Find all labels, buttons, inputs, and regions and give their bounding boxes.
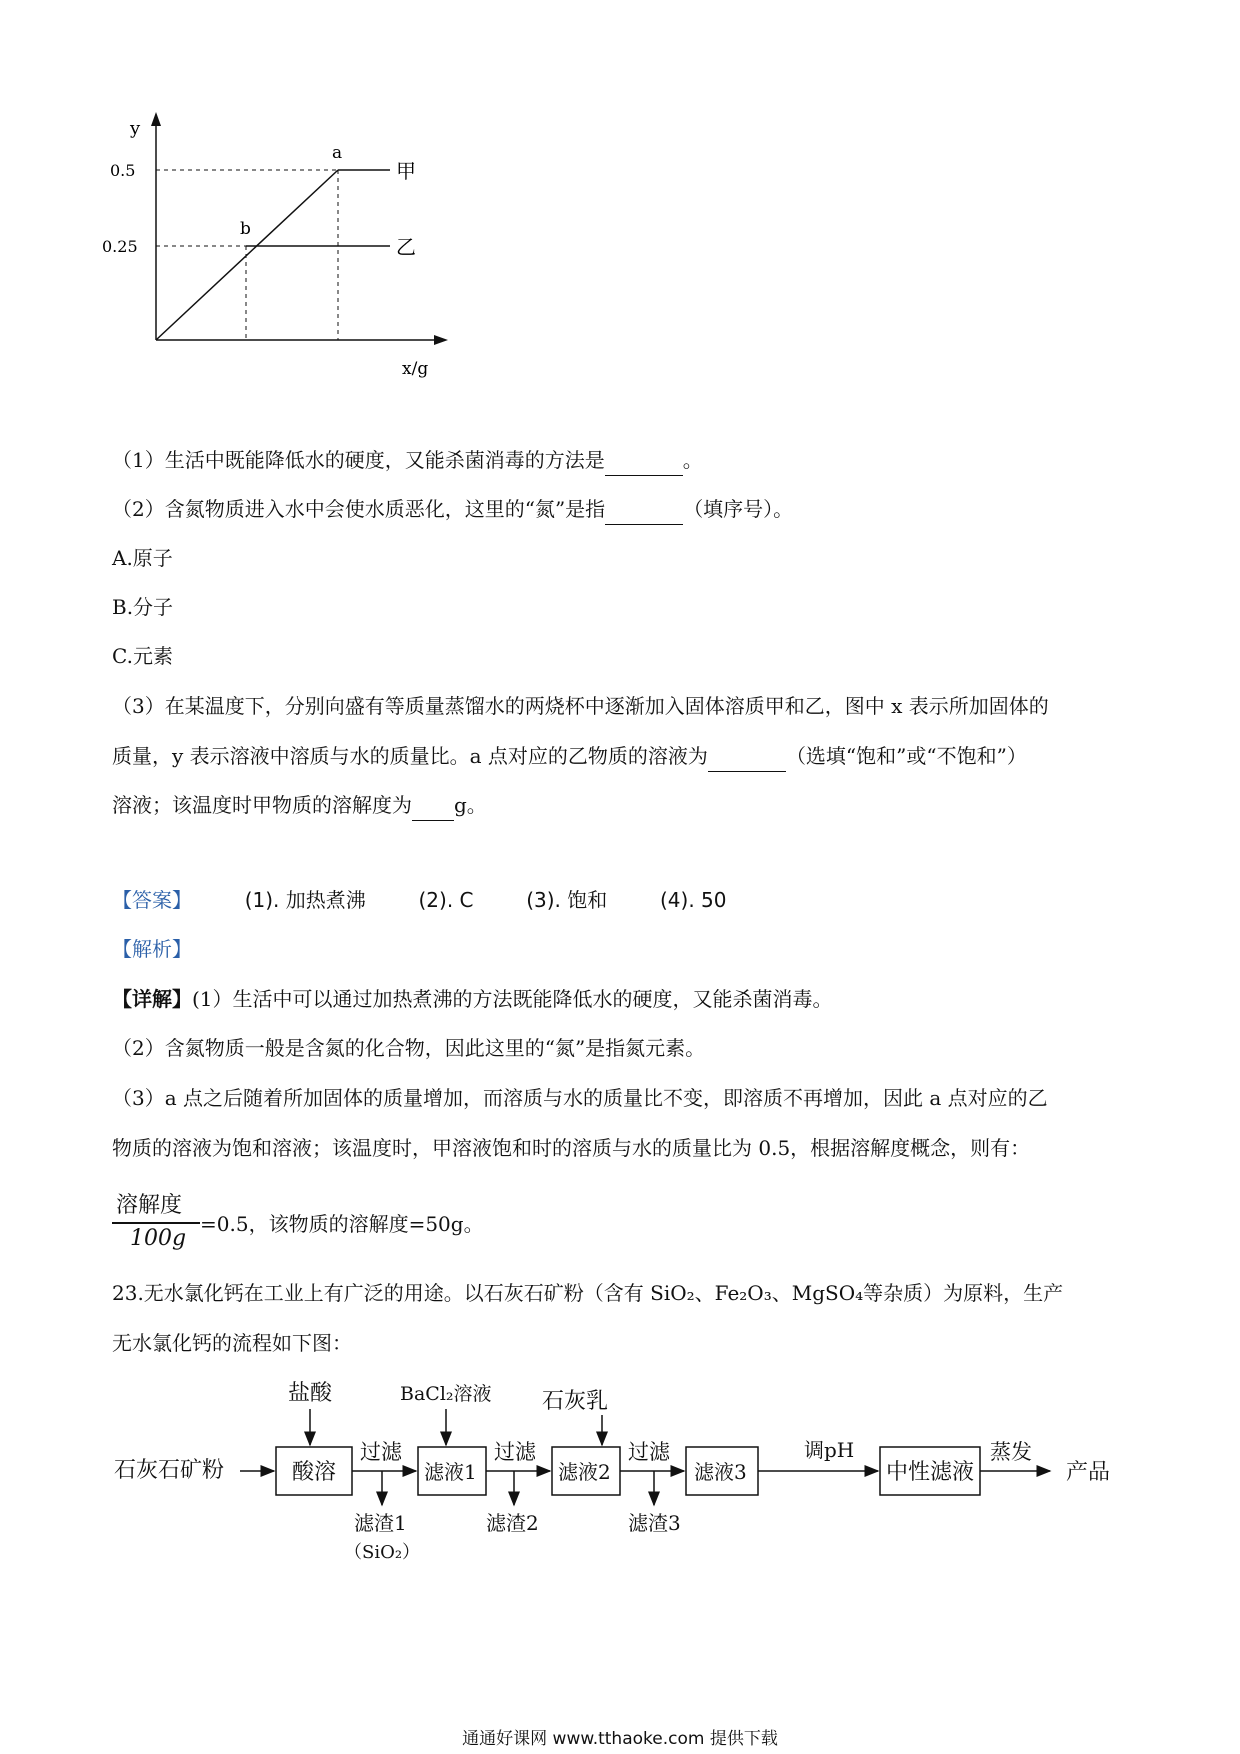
point-b-label: b [240, 219, 251, 239]
tick-label-05: 0.5 [110, 161, 136, 180]
question-3-line-1: （3）在某温度下，分别向盛有等质量蒸馏水的两烧杯中逐渐加入固体溶质甲和乙，图中 x 表示所加固体的 [112, 694, 1049, 718]
question-3-line-2: 质量，y 表示溶液中溶质与水的质量比。a 点对应的乙物质的溶液为 （选填“饱和”或“不饱和”） [112, 741, 1142, 772]
q23-line-1: 23.无水氯化钙在工业上有广泛的用途。以石灰石矿粉（含有 SiO₂、Fe₂O₃、MgSO₄等杂质）为原料，生产 [112, 1281, 1064, 1305]
point-a-label: a [332, 143, 343, 163]
detail-label: 【详解】 [112, 987, 192, 1011]
residue-2: 滤渣2 [486, 1511, 539, 1535]
question-1: （1）生活中既能降低水的硬度，又能杀菌消毒的方法是 。 [112, 445, 1142, 476]
rising-line [156, 170, 338, 340]
question-3-line-3: 溶液；该温度时甲物质的溶解度为 g。 [112, 790, 1142, 821]
option-c: C.元素 [112, 644, 173, 668]
reagent-hydrochloric-acid: 盐酸 [288, 1381, 333, 1406]
x-axis-arrow-icon [434, 335, 448, 345]
box-filtrate-1-label: 滤液1 [424, 1460, 477, 1484]
option-a: A.原子 [112, 546, 173, 570]
x-axis-label: x/g [402, 359, 429, 379]
analysis-line-2: （2）含氮物质一般是含氮的化合物，因此这里的“氮”是指氮元素。 [112, 1036, 706, 1060]
fraction-result: =0.5，该物质的溶解度=50g。 [200, 1212, 484, 1236]
reagent-bacl2: BaCl₂溶液 [400, 1383, 492, 1405]
analysis-line-1: 【详解】(1）生活中可以通过加热煮沸的方法既能降低水的硬度，又能杀菌消毒。 [112, 987, 833, 1011]
answer-blank-3 [708, 741, 786, 772]
step-filter-3: 过滤 [628, 1440, 670, 1464]
option-b: B.分子 [112, 595, 174, 619]
analysis-label: 【解析】 [112, 937, 192, 961]
answer-3: (3). 饱和 [526, 888, 608, 912]
answer-blank-2 [605, 494, 683, 525]
series-yi-label: 乙 [396, 235, 416, 259]
analysis-line-4: 物质的溶液为饱和溶液；该温度时，甲溶液饱和时的溶质与水的质量比为 0.5，根据溶解度概念，则有： [112, 1136, 1031, 1160]
analysis-line-3: （3）a 点之后随着所加固体的质量增加，而溶质与水的质量比不变，即溶质不再增加，因此 a 点对应的乙 [112, 1086, 1048, 1110]
answer-blank-1 [605, 445, 683, 476]
answer-blank-4 [412, 790, 454, 821]
step-filter-1: 过滤 [360, 1440, 402, 1464]
solubility-graph [100, 110, 460, 390]
question-2: （2）含氮物质进入水中会使水质恶化，这里的“氮”是指 （填序号）。 [112, 494, 1142, 525]
box-filtrate-2-label: 滤液2 [558, 1460, 611, 1484]
flow-start: 石灰石矿粉 [114, 1458, 225, 1483]
y-axis-label: y [130, 118, 141, 139]
reagent-lime-milk: 石灰乳 [542, 1389, 609, 1414]
tick-label-025: 0.25 [102, 237, 138, 256]
residue-3: 滤渣3 [628, 1511, 681, 1535]
step-evaporate: 蒸发 [990, 1440, 1032, 1464]
box-acid-dissolve-label: 酸溶 [292, 1460, 337, 1485]
box-neutral-filtrate-label: 中性滤液 [886, 1460, 975, 1485]
y-axis-arrow-icon [151, 112, 161, 126]
answer-row [112, 885, 1142, 915]
answer-4: (4). 50 [659, 888, 727, 912]
residue-1: 滤渣1 [354, 1511, 407, 1535]
residue-1-note: （SiO₂） [344, 1542, 421, 1563]
step-filter-2: 过滤 [494, 1440, 536, 1464]
step-adjust-ph: 调pH [804, 1438, 855, 1462]
page-footer: 通通好课网 www.tthaoke.com 提供下载 [462, 1729, 778, 1749]
answer-label: 【答案】 [112, 888, 192, 912]
answer-1: (1). 加热煮沸 [244, 888, 366, 912]
series-jia-label: 甲 [396, 159, 416, 183]
q23-line-2: 无水氯化钙的流程如下图： [112, 1331, 352, 1355]
answer-2: (2). C [418, 888, 474, 912]
box-filtrate-3-label: 滤液3 [694, 1460, 747, 1484]
fraction-denominator: 100g [130, 1226, 187, 1251]
process-flow-diagram [110, 1375, 1140, 1575]
fraction-numerator: 溶解度 [116, 1193, 183, 1218]
flow-end: 产品 [1066, 1460, 1111, 1485]
fraction-bar [112, 1222, 200, 1224]
